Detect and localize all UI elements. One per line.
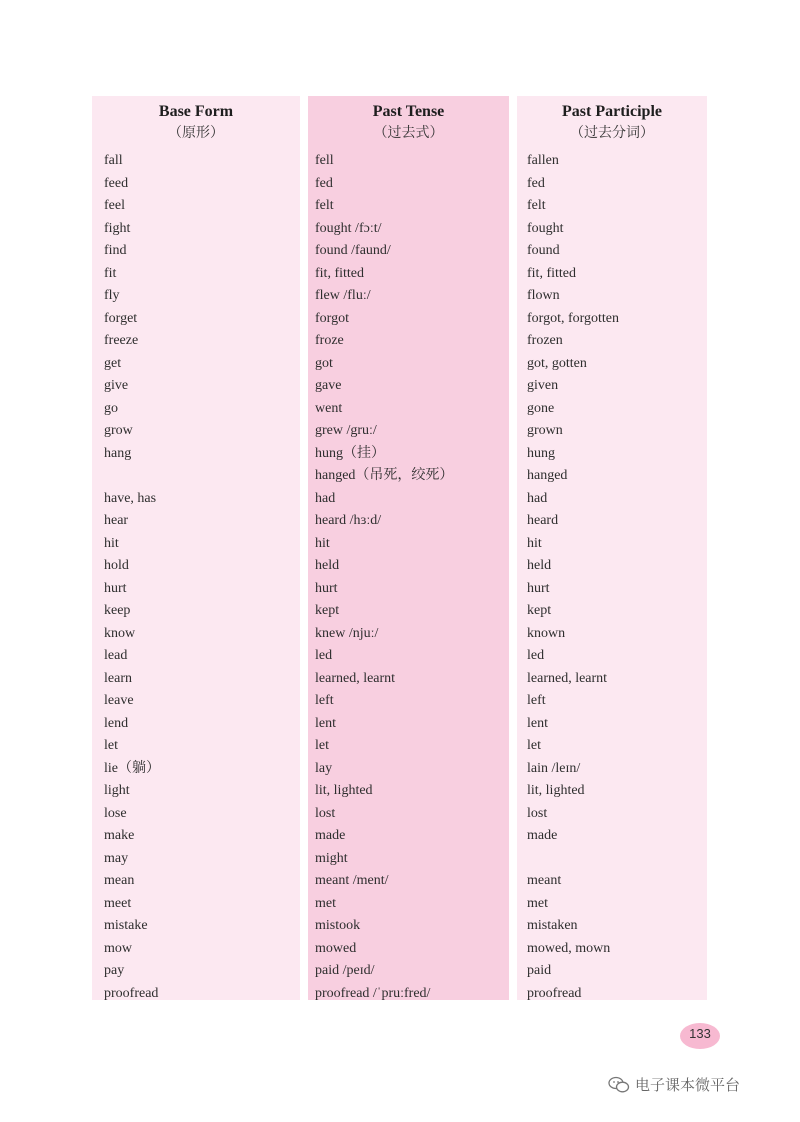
word-entry: leave [104,693,134,708]
column-title: Base Form [158,103,234,120]
word-entry: mean [104,873,135,888]
word-entry: given [527,378,559,393]
word-entry: let [527,738,541,753]
word-entry: fed [527,175,545,191]
word-entry: had [315,490,336,506]
word-entry: held [315,558,340,573]
word-entry: met [527,895,548,911]
word-entry: hit [104,535,119,551]
word-entry: lost [527,805,548,821]
word-entry: kept [527,603,552,618]
word-entry: lead [104,648,128,663]
word-entry: felt [315,198,334,213]
word-entry: keep [104,603,131,618]
word-entry: knew /njuː/ [315,625,379,641]
watermark-text: 电子课本微平台 [635,1076,741,1094]
word-entry: lend [104,715,129,731]
word-entry: feed [104,175,129,191]
word-entry: fought [527,220,564,236]
word-entry: found /faund/ [315,243,391,258]
word-entry: fit, fitted [527,265,576,281]
word-entry: fell [315,153,334,168]
word-entry: mistaken [527,918,578,933]
word-list [308,150,509,1005]
word-entry: hurt [527,580,550,596]
word-entry: fit [104,265,117,281]
word-entry: had [527,490,548,506]
word-entry: fight [104,220,131,236]
page-number: 133 [680,1023,720,1049]
word-entry: lent [315,715,336,731]
word-entry: flew /fluː/ [315,288,371,303]
column-subtitle: （过去式） [373,126,444,141]
word-entry: meant /ment/ [315,873,389,888]
word-entry: forget [104,310,138,326]
word-entry: freeze [104,333,139,348]
word-entry: hold [104,558,129,573]
word-entry: lie（躺） [104,760,160,776]
word-entry: get [104,355,122,371]
word-entry: hit [315,535,330,551]
word-entry: lit, lighted [527,783,585,798]
word-entry: hung [527,445,555,461]
word-entry: learned, learnt [315,670,396,686]
word-entry: froze [315,333,344,348]
word-entry: lent [527,715,548,731]
word-entry: found [527,243,560,258]
word-entry [527,848,707,871]
word-entry: hear [104,513,129,528]
word-entry: fly [104,288,120,303]
word-entry: went [315,400,343,416]
word-entry: mistake [104,918,148,933]
word-entry: kept [315,603,340,618]
word-entry: grew /gruː/ [315,423,377,438]
word-entry: forgot, forgotten [527,310,620,326]
word-entry: lay [315,760,333,776]
word-entry: fed [315,175,333,191]
word-entry: pay [104,963,125,978]
word-entry: give [104,378,129,393]
word-entry: meant [527,873,562,888]
column-past-participle [517,96,707,1000]
word-entry: mowed [315,940,357,956]
word-entry: fit, fitted [315,265,364,281]
word-entry: felt [527,198,546,213]
watermark [608,1074,740,1095]
column-title: Past Tense [372,103,445,120]
word-entry: made [315,828,346,843]
word-entry: frozen [527,333,563,348]
word-entry: led [315,648,333,663]
word-entry: hanged（吊死，绞死） [315,468,454,483]
word-entry: hurt [104,580,127,596]
word-entry: heard /hɜːd/ [315,513,382,528]
column-title: Past Participle [562,103,662,120]
word-entry: met [315,895,336,911]
column-past-tense [308,96,509,1000]
word-entry: mowed, mown [527,940,611,956]
word-entry: lose [104,805,127,821]
column-subtitle: （过去分词） [570,126,654,141]
word-entry: proofread /ˈpruːfred/ [315,985,431,1001]
word-entry: proofread [527,985,582,1001]
column-base-form [92,96,300,1000]
word-list [517,150,707,1005]
word-entry: grow [104,423,133,438]
word-entry: go [104,400,118,416]
word-entry: gone [527,400,555,416]
word-entry: fought /fɔːt/ [315,220,382,236]
word-entry: paid [527,963,552,978]
word-entry: gave [315,378,342,393]
word-entry: forgot [315,310,349,326]
word-list [92,150,300,1005]
word-entry: hit [527,535,542,551]
word-entry: made [527,828,558,843]
word-entry: known [527,625,566,641]
word-entry: lain /leɪn/ [527,760,581,776]
word-entry: let [104,738,118,753]
word-entry: may [104,850,129,866]
word-entry: fallen [527,153,559,168]
word-entry: fall [104,153,123,168]
wechat-icon [608,1076,630,1094]
word-entry [104,465,300,488]
word-entry: heard [527,513,559,528]
word-entry: left [315,693,334,708]
word-entry: learn [104,670,132,686]
word-entry: meet [104,895,132,911]
word-entry: left [527,693,546,708]
word-entry: have, has [104,490,157,506]
word-entry: find [104,243,127,258]
word-entry: know [104,625,136,641]
word-entry: paid /peɪd/ [315,963,375,978]
word-entry: light [104,783,130,798]
word-entry: let [315,738,329,753]
word-entry: mistook [315,918,361,933]
word-entry: got, gotten [527,355,587,371]
word-entry: proofread [104,985,159,1001]
word-entry: hang [104,445,132,461]
word-entry: hanged [527,468,568,483]
word-entry: lost [315,805,336,821]
word-entry: hurt [315,580,338,596]
word-entry: make [104,828,135,843]
word-entry: learned, learnt [527,670,608,686]
word-entry: hung（挂） [315,445,385,461]
word-entry: might [315,850,348,866]
word-entry: grown [527,423,563,438]
word-entry: mow [104,940,132,956]
word-entry: flown [527,288,560,303]
word-entry: feel [104,198,125,213]
word-entry: held [527,558,552,573]
word-entry: lit, lighted [315,783,373,798]
column-subtitle: （原形） [168,126,224,141]
word-entry: led [527,648,545,663]
word-entry: got [315,355,333,371]
